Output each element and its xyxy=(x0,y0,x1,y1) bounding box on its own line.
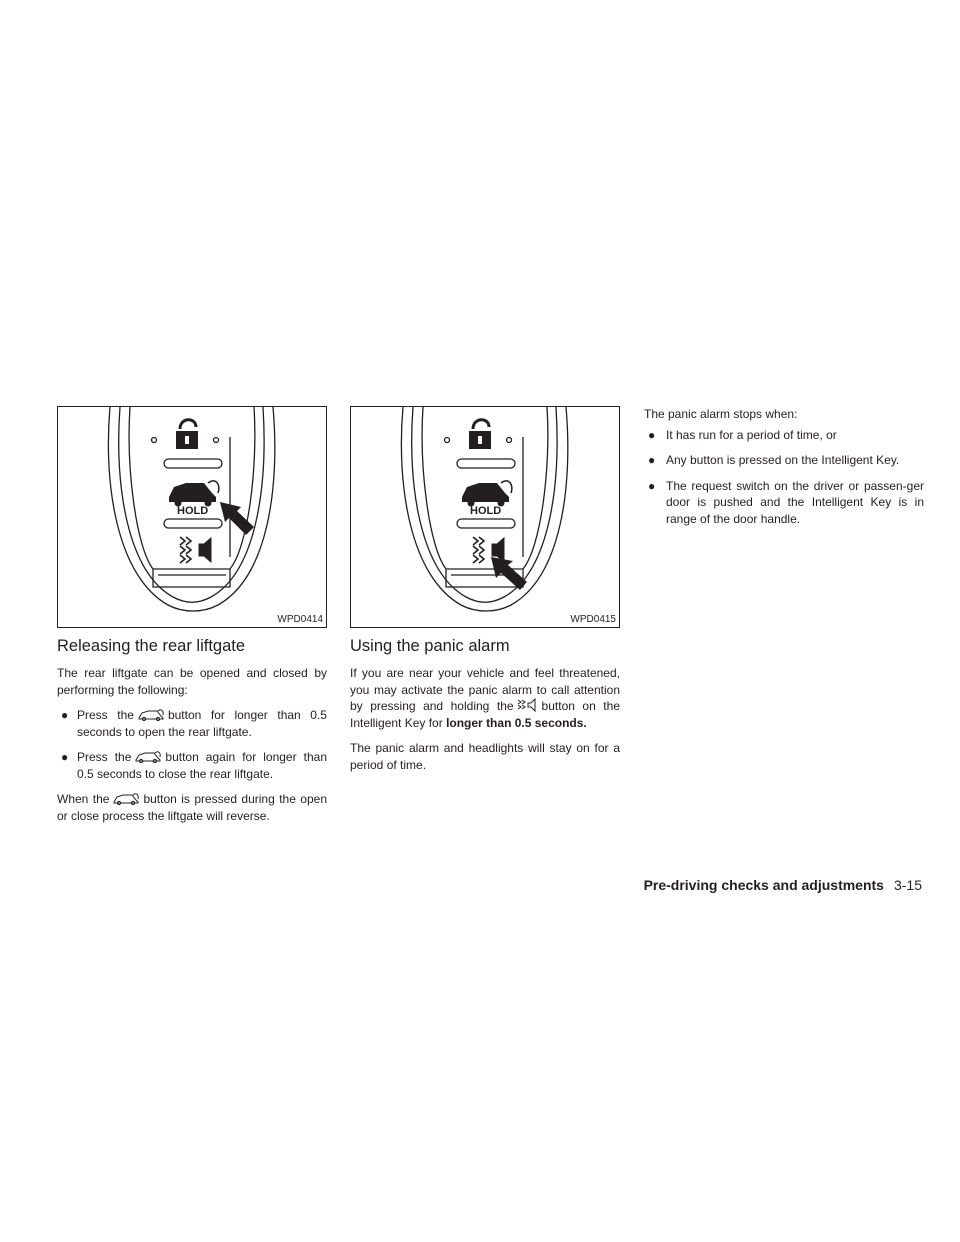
list-item: ● Press the button for longer than 0.5 seconds to open the rear liftgate. xyxy=(61,708,327,739)
list-item: ● Press the button again for longer than 0.5 seconds to close the rear liftgate. xyxy=(61,750,327,781)
bullet-icon: ● xyxy=(648,427,656,442)
figure-code: WPD0414 xyxy=(277,614,323,625)
liftgate-icon xyxy=(134,749,162,763)
list-item: ● Any button is pressed on the Intelligent Key. xyxy=(648,453,900,467)
emphasis-text: longer than 0.5 seconds. xyxy=(446,715,587,730)
bullet-icon: ● xyxy=(648,478,656,493)
bullet-icon: ● xyxy=(61,750,69,764)
page-footer xyxy=(644,877,922,893)
section-heading: Using the panic alarm xyxy=(350,637,510,655)
list-item: ● The request switch on the driver or passen-ger door is pushed and the Intelligent Key is in range of the door handle. xyxy=(648,478,924,526)
unlock-icon xyxy=(176,420,198,449)
bullet-icon: ● xyxy=(648,453,656,467)
key-fob-illustration xyxy=(351,407,619,627)
figure-key-fob-liftgate xyxy=(57,406,327,628)
pointer-arrow-icon xyxy=(491,557,527,590)
liftgate-icon xyxy=(462,481,512,507)
duration-paragraph: The panic alarm and headlights will stay on for a period of time. xyxy=(350,741,620,772)
bullet-icon: ● xyxy=(61,708,69,722)
figure-key-fob-panic xyxy=(350,406,620,628)
intro-paragraph: The rear liftgate can be opened and closed by performing the following: xyxy=(57,666,327,697)
column-panic-alarm xyxy=(350,406,620,782)
hold-label: HOLD xyxy=(177,505,209,517)
column-alarm-stops xyxy=(644,406,924,536)
section-heading: Releasing the rear liftgate xyxy=(57,637,246,655)
hold-label: HOLD xyxy=(470,505,502,517)
section-title: Pre-driving checks and adjustments xyxy=(643,877,884,893)
page-number: 3-15 xyxy=(893,877,922,893)
liftgate-icon xyxy=(169,481,219,507)
intro-paragraph: The panic alarm stops when: xyxy=(644,407,798,421)
liftgate-icon xyxy=(137,707,165,721)
panic-alarm-icon xyxy=(180,537,211,563)
reverse-paragraph: When the button is pressed during the open or close process the liftgate will reverse. xyxy=(57,792,327,823)
unlock-icon xyxy=(469,420,491,449)
column-liftgate xyxy=(57,406,327,833)
figure-code: WPD0415 xyxy=(570,614,616,625)
bullet-list xyxy=(644,427,924,528)
key-fob-illustration xyxy=(58,407,326,627)
list-item: ● It has run for a period of time, or xyxy=(648,427,837,442)
liftgate-icon xyxy=(112,791,140,805)
panic-alarm-icon xyxy=(517,698,539,712)
activation-paragraph: If you are near your vehicle and feel threatened, you may activate the panic alarm to call attention by pressing and holding the button on the Intelligent Key for longer than 0.5 seconds. xyxy=(350,666,620,730)
bullet-list xyxy=(57,707,327,782)
